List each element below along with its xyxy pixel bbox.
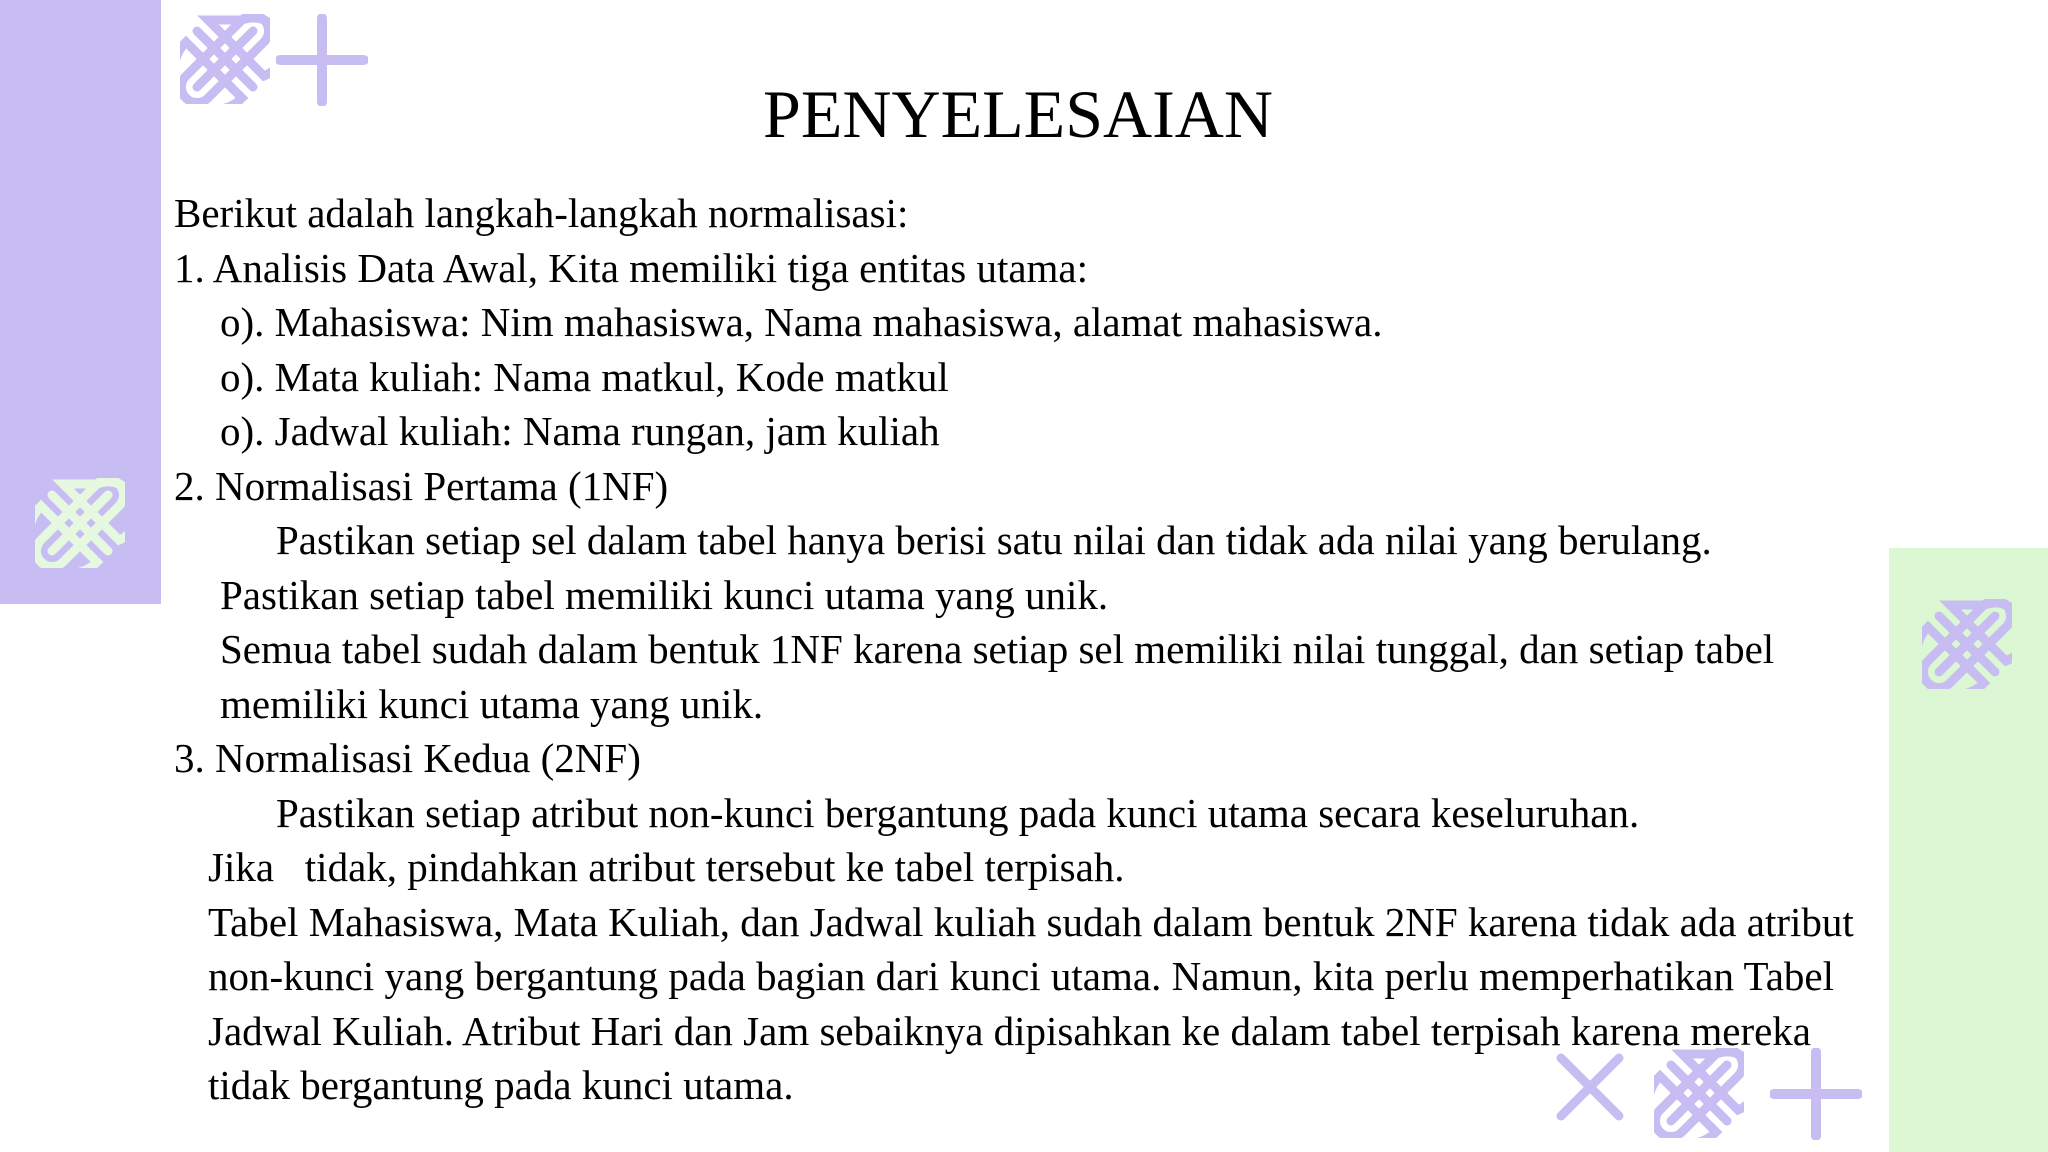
step2-paragraph-2: Pastikan setiap tabel memiliki kunci utama yang unik. [220, 571, 1109, 618]
step3-paragraph-2: Tabel Mahasiswa, Mata Kuliah, dan Jadwal kuliah sudah dalam bentuk 2NF karena tidak ada atribut non-kunci yang bergantung pada bagian dari kunci utama. Namun, kita perlu memperhatikan Tabel Jadwal Kuliah. Atribut Hari dan Jam sebaiknya dipisahkan ke dalam tabel terpisah karena mereka tidak bergantung pada kunci utama. [208, 898, 1854, 1108]
list-item: o). Mahasiswa: Nim mahasiswa, Nama mahasiswa, alamat mahasiswa. [220, 299, 1383, 345]
step3-heading: 3. Normalisasi Kedua (2NF) [174, 735, 641, 781]
step3-paragraph-1b: Jika tidak, pindahkan atribut tersebut ke tabel terpisah. [208, 844, 1125, 890]
step3-paragraph-1a: Pastikan setiap atribut non-kunci bergantung pada kunci utama secara keseluruhan. [276, 789, 1640, 836]
step2-heading: 2. Normalisasi Pertama (1NF) [174, 462, 669, 509]
step2-paragraph-3: Semua tabel sudah dalam bentuk 1NF karena setiap sel memiliki nilai tunggal, dan setiap tabel memiliki kunci utama yang unik. [220, 626, 1775, 727]
cross-knot-icon [35, 478, 125, 568]
step2-paragraph-1: Pastikan setiap sel dalam tabel hanya berisi satu nilai dan tidak ada nilai yang berulang. [276, 517, 1712, 563]
step1-heading: 1. Analisis Data Awal, Kita memiliki tiga entitas utama: [174, 244, 1089, 291]
list-item: o). Jadwal kuliah: Nama rungan, jam kuliah [220, 408, 940, 454]
slide-body [174, 186, 1859, 1152]
intro-text: Berikut adalah langkah-langkah normalisasi: [174, 190, 909, 236]
cross-knot-icon [1922, 599, 2012, 689]
list-item: o). Mata kuliah: Nama matkul, Kode matkul [220, 353, 949, 400]
page-title: PENYELESAIAN [763, 76, 1273, 152]
